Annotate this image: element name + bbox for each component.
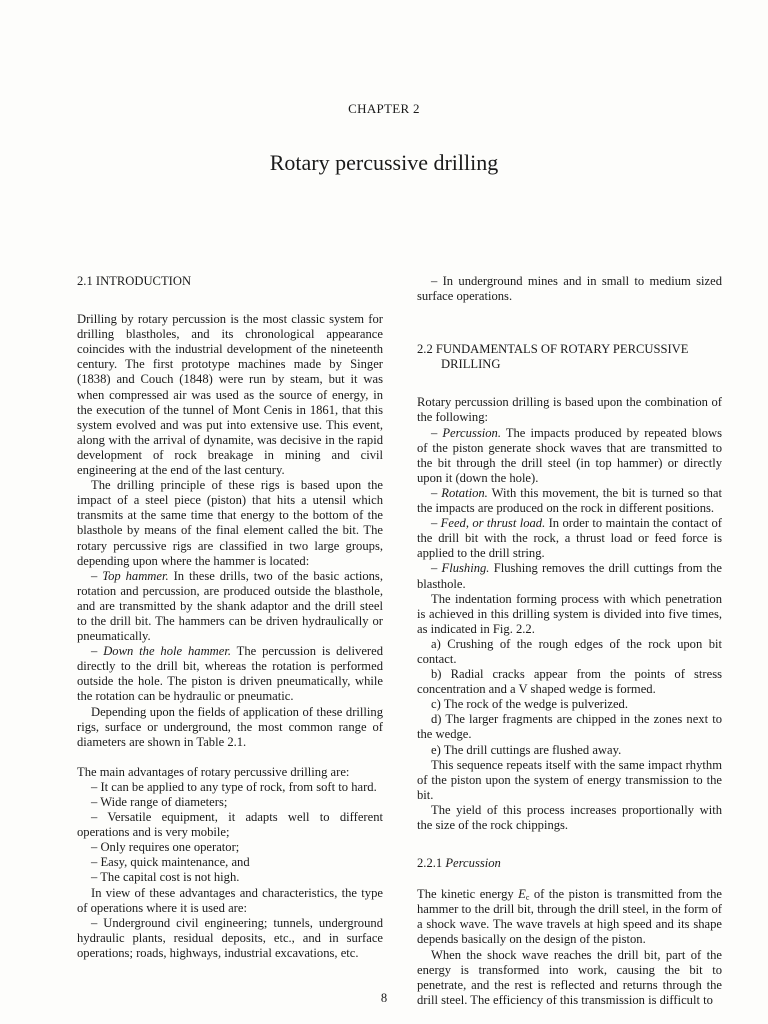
paragraph: In view of these advantages and characteristics, the type of operations where it is used are: xyxy=(77,885,383,915)
term-feed: Feed, or thrust load. xyxy=(440,516,546,531)
list-item-top-hammer: – Top hammer. In these drills, two of the basic actions, rotation and percussion, are produced outside the blasthole, and are transmitted by the shank adaptor and the drill steel to the drill bit. The hammers can be driven hydraulically or pneumatically. xyxy=(77,568,383,644)
term-flushing: Flushing. xyxy=(441,561,490,576)
term-top-hammer: Top hammer. xyxy=(102,568,169,583)
term-description: Flushing removes the drill cuttings from the blasthole. xyxy=(417,561,722,591)
list-item-down-the-hole: – Down the hole hammer. The percussion is delivered directly to the drill bit, whereas the rotation is performed outside the hole. The piston is driven pneumatically, while the rotation can be hydraulic or pneumatic. xyxy=(77,644,383,704)
term-down-the-hole: Down the hole hammer. xyxy=(103,644,232,659)
term-description: In order to maintain the contact of the drill bit with the rock, a thrust load or feed force is applied to the drill string. xyxy=(417,516,722,561)
subsection-title: Percussion xyxy=(445,856,501,871)
page-number: 8 xyxy=(380,991,388,1005)
paragraph: The main advantages of rotary percussive drilling are: xyxy=(77,764,350,779)
paragraph-kinetic-energy xyxy=(417,887,722,947)
list-item: a) Crushing of the rough edges of the rock upon bit contact. xyxy=(417,636,722,666)
list-item: – Wide range of diameters; xyxy=(91,795,228,809)
term-percussion: Percussion. xyxy=(442,425,501,440)
paragraph: The drilling principle of these rigs is based upon the impact of a steel piece (piston) that hits a utensil which transmits at the same time that energy to the bottom of the blasthole by means of the final element called the bit. The rotary percussive rigs are classified in two large groups, depending upon where the hammer is located: xyxy=(77,478,383,568)
paragraph: Drilling by rotary percussion is the most classic system for drilling blastholes, and its chronological appearance coincides with the industrial development of the nineteenth century. The first prototype machines made by Singer (1838) and Couch (1848) were run by steam, but it was when compressed air was used as the source of energy, in the execution of the tunnel of Mont Cenis in 1861, that this system evolved and was put into extensive use. This event, along with the arrival of dynamite, was decisive in the rapid development of rock breakage in mining and civil engineering at the end of the last century. xyxy=(77,312,383,478)
list-item: – It can be applied to any type of rock, from soft to hard. xyxy=(91,779,377,794)
term-description: In these drills, two of the basic actions, rotation and percussion, are produced outside the blasthole, and are transmitted by the shank adaptor and the drill steel to the drill bit. The hammers can be driven hydraulically or pneumatically. xyxy=(77,568,383,644)
list-item: – Only requires one operator; xyxy=(91,840,240,855)
symbol-energy: E xyxy=(518,887,526,902)
paragraph: When the shock wave reaches the drill bit, part of the energy is transformed into work, causing the bit to penetrate, and the rest is reflected and returns through the drill steel. The efficiency of this transmission is difficult to xyxy=(417,947,722,1007)
term-description: The percussion is delivered directly to the drill bit, whereas the rotation is performed outside the hole. The piston is driven pneumatically, while the rotation can be hydraulic or pneumatic. xyxy=(77,644,383,704)
list-item: – Easy, quick maintenance, and xyxy=(91,855,250,870)
list-item: b) Radial cracks appear from the points of stress concentration and a V shaped wedge is formed. xyxy=(417,667,722,697)
list-item-percussion: – Percussion. The impacts produced by repeated blows of the piston generate shock waves that are transmitted to the bit through the drill steel (in top hammer) or directly upon it (down the hole). xyxy=(417,425,722,485)
section-heading-introduction: 2.1 INTRODUCTION xyxy=(77,274,192,288)
list-item: d) The larger fragments are chipped in the zones next to the wedge. xyxy=(417,712,722,742)
term-description: The impacts produced by repeated blows of the piston generate shock waves that are transmitted to the bit through the drill steel (in top hammer) or directly upon it (down the hole). xyxy=(417,425,722,485)
paragraph: Rotary percussion drilling is based upon the combination of the following: xyxy=(417,395,722,425)
term-rotation: Rotation. xyxy=(441,485,488,500)
term-description: With this movement, the bit is turned so that the impacts are produced on the rock in different positions. xyxy=(417,485,722,516)
right-column xyxy=(417,274,722,1008)
text-run: The kinetic energy xyxy=(417,887,519,902)
list-item: – The capital cost is not high. xyxy=(91,870,240,885)
symbol-subscript: c xyxy=(525,893,530,903)
subsection-number: 2.2.1 xyxy=(417,856,443,871)
list-item: – Underground civil engineering; tunnels, underground hydraulic plants, residual deposits, etc., and in surface operations; roads, highways, industrial excavations, etc. xyxy=(77,915,383,960)
paragraph: The indentation forming process with which penetration is achieved in this drilling system is divided into five times, as indicated in Fig. 2.2. xyxy=(417,591,722,636)
paragraph: The yield of this process increases proportionally with the size of the rock chippings. xyxy=(417,802,722,832)
chapter-label: CHAPTER 2 xyxy=(348,101,420,116)
heading-line: 2.2 FUNDAMENTALS OF ROTARY PERCUSSIVE xyxy=(417,342,689,357)
text-run: of the piston is transmitted from the hammer to the drill bit, through the drill steel, in the form of a shock wave. The wave travels at high speed and its shape depends basically on the design of the piston. xyxy=(417,887,722,947)
subsection-heading-percussion xyxy=(417,856,722,871)
list-item: – In underground mines and in small to medium sized surface operations. xyxy=(417,274,722,304)
left-column xyxy=(77,274,383,961)
paragraph: Depending upon the fields of application of these drilling rigs, surface or underground, the most common range of diameters are shown in Table 2.1. xyxy=(77,704,383,749)
chapter-title: Rotary percussive drilling xyxy=(269,150,499,175)
list-item: c) The rock of the wedge is pulverized. xyxy=(431,697,628,712)
list-item-flushing: – Flushing. Flushing removes the drill cuttings from the blasthole. xyxy=(417,561,722,591)
section-heading-fundamentals xyxy=(417,342,722,372)
list-item: – Versatile equipment, it adapts well to different operations and is very mobile; xyxy=(77,810,383,840)
paragraph: This sequence repeats itself with the same impact rhythm of the piston upon the system of energy transmission to the bit. xyxy=(417,757,722,802)
list-item: e) The drill cuttings are flushed away. xyxy=(431,742,622,757)
heading-line: DRILLING xyxy=(441,357,501,372)
list-item-feed: – Feed, or thrust load. In order to maintain the contact of the drill bit with the rock, a thrust load or feed force is applied to the drill string. xyxy=(417,516,722,561)
list-item-rotation: – Rotation. With this movement, the bit is turned so that the impacts are produced on the rock in different positions. xyxy=(417,485,722,516)
